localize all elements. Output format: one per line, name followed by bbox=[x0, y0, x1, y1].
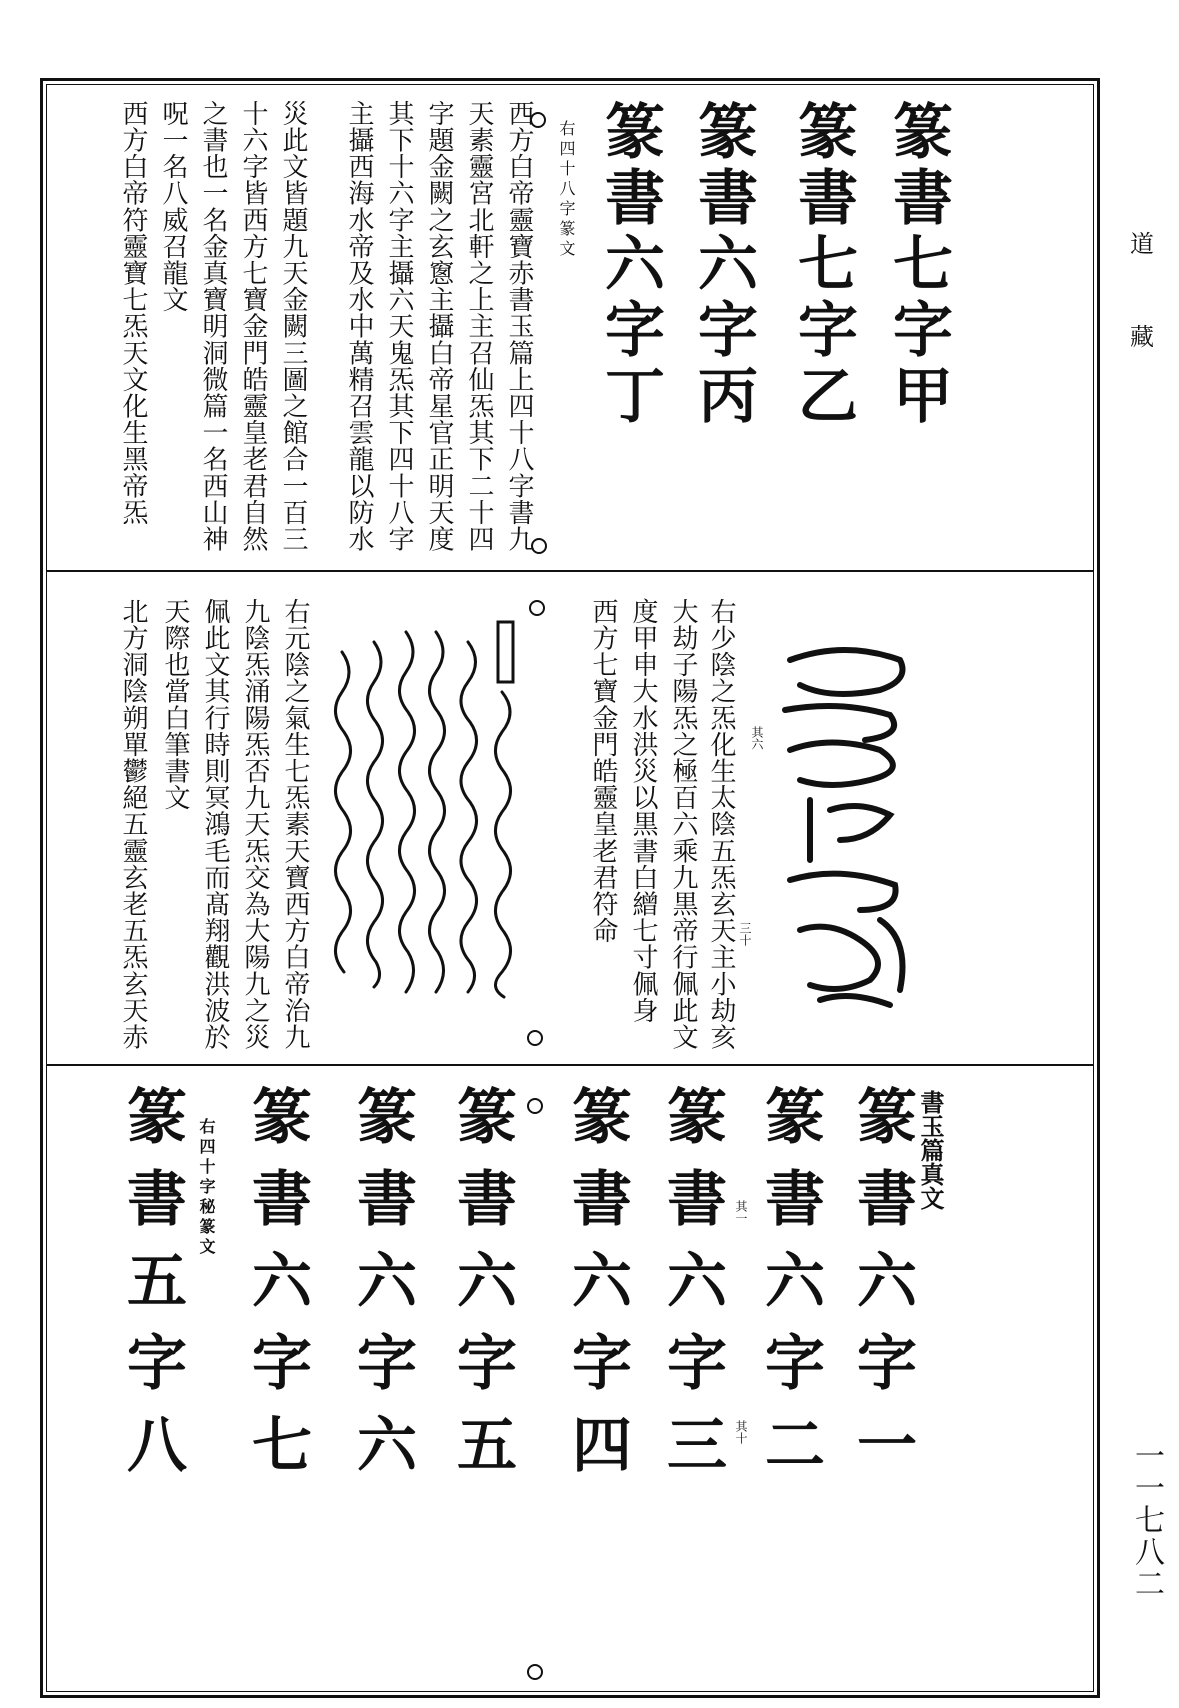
seal-column-s3-5: 篆書六字五 bbox=[447, 1085, 517, 1495]
section-divider-1 bbox=[47, 570, 1093, 572]
text-column-9: 呪一名八威召龍文 bbox=[158, 100, 188, 313]
seal-column-s3-1: 篆書六字一 bbox=[847, 1085, 917, 1495]
seal-column-s3-4: 篆書六字四 bbox=[562, 1085, 632, 1495]
page-number: 一一七八二 bbox=[1129, 1440, 1164, 1600]
seal-column-s3-3: 篆書六字三 bbox=[657, 1085, 727, 1495]
note-column-8: 天際也當白筆書文 bbox=[160, 598, 190, 811]
talisman-left bbox=[318, 612, 528, 1002]
note-column-4: 西方七寶金門皓靈皇老君符命 bbox=[588, 598, 618, 944]
seal-caption-s3: 右四十字秘篆文 bbox=[197, 1118, 216, 1258]
punctuation-circle bbox=[527, 1098, 543, 1114]
section-divider-2 bbox=[47, 1064, 1093, 1066]
talisman-mark-2: 三十 bbox=[738, 922, 752, 946]
note-column-9: 北方洞陰朔單鬱絕五靈玄老五炁玄天赤 bbox=[118, 598, 148, 1051]
seal-column-4: 篆書六字丁 bbox=[595, 100, 665, 430]
margin-char-zang: 藏 bbox=[1130, 323, 1154, 351]
seal-column-3: 篆書六字丙 bbox=[688, 100, 758, 430]
text-column-2: 天素靈宮北軒之上主召仙炁其下二十四 bbox=[464, 100, 494, 553]
seal-mark-1: 其一 bbox=[734, 1200, 748, 1224]
seal-column-1: 篆書七字甲 bbox=[883, 100, 953, 430]
seal-column-2: 篆書七字乙 bbox=[788, 100, 858, 430]
section-title: 書玉篇真文 bbox=[916, 1090, 945, 1210]
seal-column-s3-8: 篆書五字八 bbox=[117, 1085, 187, 1495]
text-column-8: 之書也一名金真寶明洞微篇一名西山神 bbox=[198, 100, 228, 553]
note-column-6: 九陰炁涌陽炁否九天炁交為大陽九之災 bbox=[240, 598, 270, 1051]
note-column-7: 佩此文其行時則冥鴻毛而髙翔觀洪波於 bbox=[200, 598, 230, 1051]
note-column-3: 度甲申大水洪災以黒書白繒七寸佩身 bbox=[628, 598, 658, 1024]
text-column-5: 主攝西海水帝及水中萬精召雲龍以防水 bbox=[344, 100, 374, 553]
note-column-5: 右元陰之氣生七炁素天寶西方白帝治九 bbox=[280, 598, 310, 1051]
text-column-4: 其下十六字主攝六天鬼炁其下四十八字 bbox=[384, 100, 414, 553]
text-column-1: 西方白帝靈寶赤書玉篇上四十八字書九 bbox=[504, 100, 534, 553]
talisman-right bbox=[770, 640, 920, 1020]
text-column-10: 西方白帝符靈寶七炁天文化生黑帝炁 bbox=[118, 100, 148, 526]
text-column-7: 十六字皆西方七寶金門皓靈皇老君自然 bbox=[238, 100, 268, 553]
seal-column-s3-2: 篆書六字二 bbox=[755, 1085, 825, 1495]
seal-column-s3-6: 篆書六字六 bbox=[347, 1085, 417, 1495]
note-column-2: 大劫子陽炁之極百六乘九黒帝行佩此文 bbox=[668, 598, 698, 1051]
seal-mark-2: 其十 bbox=[734, 1420, 748, 1444]
text-column-6: 災此文皆題九天金闕三圖之館合一百三 bbox=[278, 100, 308, 553]
talisman-mark-1: 其六 bbox=[750, 726, 764, 750]
margin-char-dao: 道 bbox=[1130, 230, 1154, 258]
note-column-1: 右少陰之炁化生太陰五炁玄天主小劫亥 bbox=[706, 598, 736, 1051]
seal-caption: 右四十八字篆文 bbox=[557, 120, 576, 260]
seal-column-s3-7: 篆書六字七 bbox=[242, 1085, 312, 1495]
punctuation-circle bbox=[527, 1030, 543, 1046]
punctuation-circle bbox=[529, 600, 545, 616]
text-column-3: 字題金闕之玄窻主攝白帝星官正明天度 bbox=[424, 100, 454, 553]
punctuation-circle bbox=[527, 1664, 543, 1680]
